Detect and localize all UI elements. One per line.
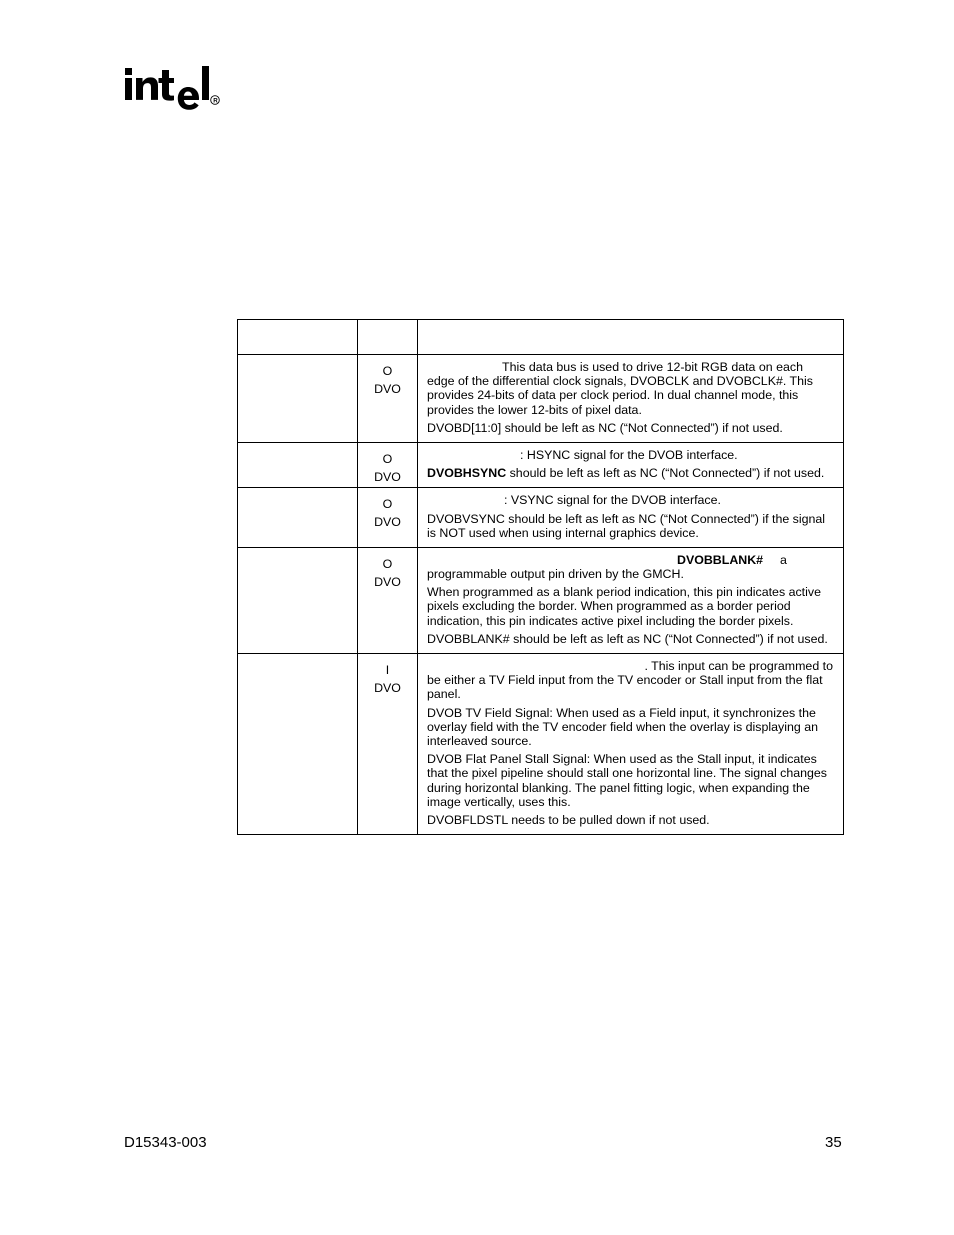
description-paragraph: DVOBD[11:0] should be left as NC (“Not Connected”) if not used. [427,420,783,435]
description-cell [418,355,844,443]
description-paragraph: : HSYNC signal for the DVOB interface. [520,448,738,463]
direction-cell [358,654,418,835]
description-paragraph: be either a TV Field input from the TV encoder or Stall input from the flat panel. [427,673,823,702]
direction-cell [358,443,418,488]
direction-cell [358,355,418,443]
description-paragraph [427,360,833,417]
header-cell-description [418,320,844,355]
description-paragraph: DVOBBLANK# should be left as left as NC (“Not Connected”) if not used. [427,631,828,646]
description-paragraph: When programmed as a blank period indication, this pin indicates active pixels excluding the border. When programmed as a border period indication, this pin indicates active pixel including the border pixels. [427,585,821,628]
direction-value: O [382,452,393,467]
description-cell [418,654,844,835]
description-paragraph: : VSYNC signal for the DVOB interface. [504,493,721,508]
interface-value: DVO [374,382,401,396]
direction-value: O [382,364,393,378]
signal-name-bold: DVOBHSYNC [427,466,507,481]
signal-name-cell [238,355,358,443]
description-cell [418,488,844,548]
intel-logo [122,60,222,118]
table-header-row [238,320,844,355]
direction-value: O [382,557,393,572]
description-text: a [780,553,787,568]
interface-value: DVO [374,681,401,696]
description-paragraph: DVOB Flat Panel Stall Signal: When used as the Stall input, it indicates that the pixel pipeline should stall one horizontal line. The signal changes during horizontal blanking. The panel fitting logic, when expanding the image vertically, uses this. [427,752,827,809]
interface-value: DVO [374,575,401,590]
signal-name-cell [238,654,358,835]
svg-text:R: R [213,97,218,105]
description-cell [418,443,844,488]
signal-name-cell [238,548,358,654]
table-row [238,488,844,548]
description-first-line [427,553,833,567]
table-row [238,355,844,443]
signal-description-table [237,319,844,835]
header-cell-signal [238,320,358,355]
description-paragraph: programmable output pin driven by the GMCH. [427,567,684,582]
description-first-line: . This input can be programmed to [644,659,833,674]
header-cell-type [358,320,418,355]
description-paragraph: DVOB TV Field Signal: When used as a Field input, it synchronizes the overlay field with the TV encoder field when the overlay is displaying an interleaved source. [427,705,818,749]
page-number: 35 [825,1134,842,1151]
interface-value: DVO [374,515,401,530]
table-row [238,548,844,654]
table-row [238,443,844,488]
description-cell [418,548,844,654]
signal-name-cell [238,488,358,548]
direction-value: I [385,663,390,678]
direction-cell [358,488,418,548]
table-row [238,654,844,835]
description-paragraph: DVOBFLDSTL needs to be pulled down if not used. [427,813,710,828]
description-paragraph: DVOBVSYNC should be left as left as NC (“Not Connected”) if the signal is NOT used when using internal graphics device. [427,511,826,540]
interface-value: DVO [374,470,401,485]
direction-value: O [382,497,393,512]
description-text: This data bus is used to drive 12-bit RGB data on each edge of the differential clock signals, DVOBCLK and DVOBCLK#. This provides 24-bits of data per clock period. In dual channel mode, this provides the lower 12-bits of pixel data. [427,360,813,417]
signal-name-cell [238,443,358,488]
document-id: D15343-003 [124,1134,207,1151]
description-text: should be left as left as NC (“Not Connected”) if not used. [506,466,825,481]
signal-name-bold: DVOBBLANK# [677,553,764,568]
description-paragraph [427,466,833,480]
direction-cell [358,548,418,654]
